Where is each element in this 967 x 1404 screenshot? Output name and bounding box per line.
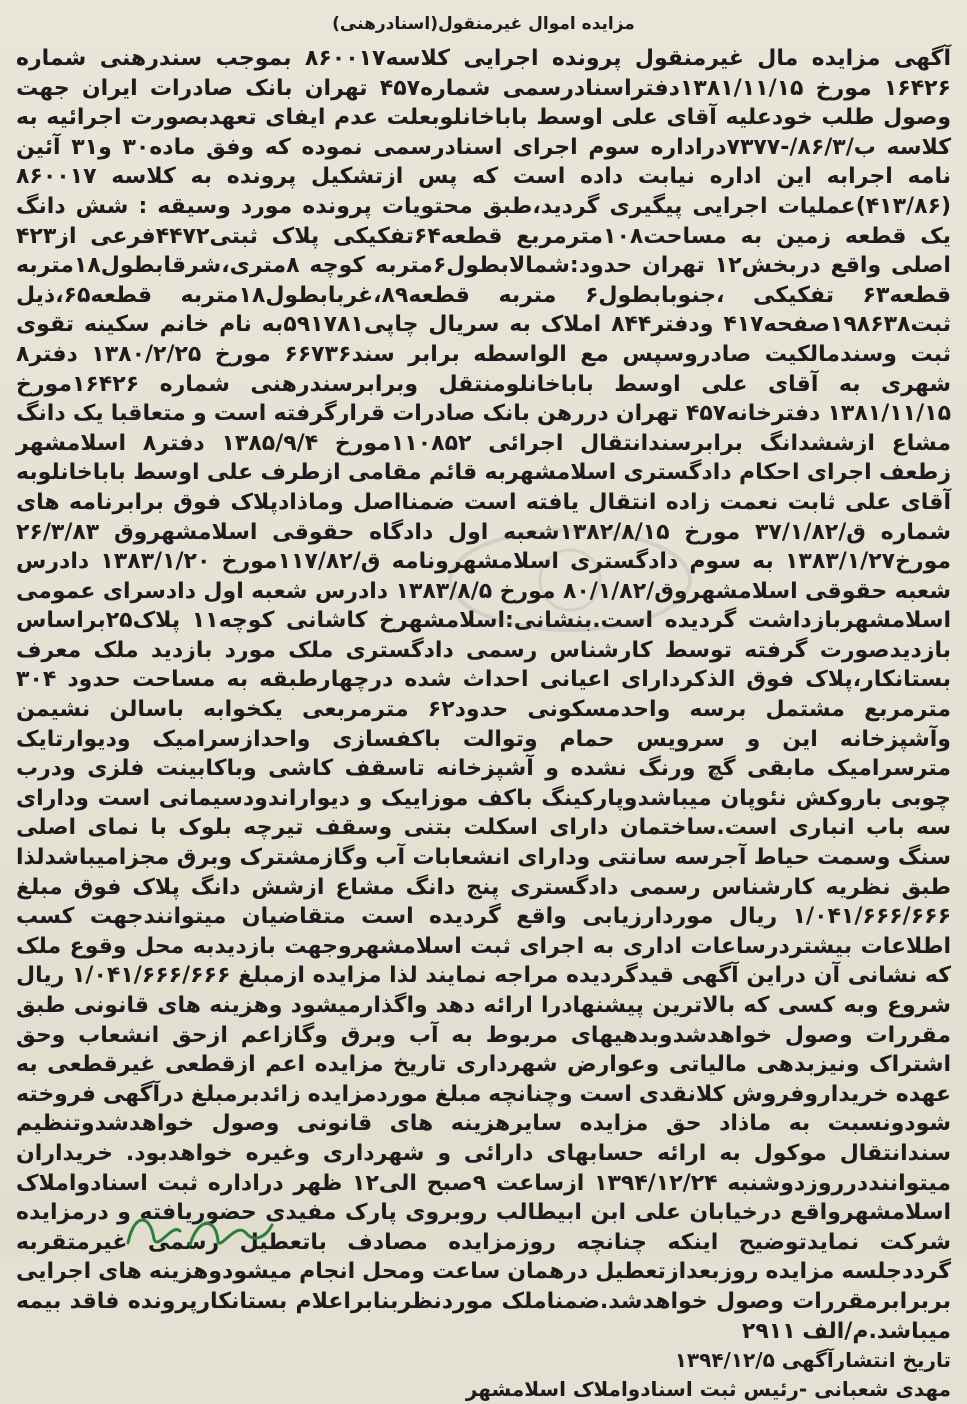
handwritten-mark bbox=[120, 1203, 280, 1255]
signatory: مهدی شعبانی -رئیس ثبت اسنادواملاک اسلامشهر bbox=[465, 1377, 951, 1402]
notice-title: مزایده اموال غیرمنقول(اسنادرهنی) bbox=[332, 14, 635, 34]
notice-body: آگهی مزایده مال غیرمنقول پرونده اجرایی کلاسه۸۶۰۰۱۷ بموجب سندرهنی شماره ۱۶۴۲۶ مورخ ۱۳۸۱/۱۱/۱۵دفتراسنادرسمی شماره۴۵۷ تهران بانک صادرات ایران جهت وصول طلب خودعلیه آقای علی اوسط باباخانلوبعلت عدم ایفای تعهدبصورت اجرائیه به کلاسه ب/۸۶/۳/-۷۳۷۷دراداره سوم اجرای اسنادرسمی نموده که وفق ماده۳۰ و۳۱ آئین نامه اجرابه این اداره نیابت داده است که پس ازتشکیل پرونده به کلاسه ۸۶۰۰۱۷ (۴۱۳/۸۶)عملیات اجرایی پیگیری گردید،طبق محتویات پرونده مورد وسیقه : شش دانگ یک قطعه زمین به مساحت۱۰۸مترمربع قطعه۶۴تفکیکی پلاک ثبتی۴۴۷۲فرعی از۴۲۳ اصلی واقع دربخش۱۲ تهران حدود:شمالابطول۶متربه کوچه ۸متری،شرقابطول۱۸متربه قطعه۶۳ تفکیکی ،جنوبابطول۶ متربه قطعه۸۹،غربابطول۱۸متربه قطعه۶۵،ذیل ثبت۱۹۸۶۳۸صفحه۴۱۷ ودفتر۸۴۴ املاک به سریال چاپی۵۹۱۷۸۱به نام خانم سکینه تقوی ثبت وسندمالکیت صادروسپس مع الواسطه برابر سند۶۶۷۳۶ مورخ ۱۳۸۰/۲/۲۵ دفتر۸ شهری به آقای علی اوسط باباخانلومنتقل وبرابرسندرهنی شماره ۱۶۴۲۶مورخ ۱۳۸۱/۱۱/۱۵ دفترخانه۴۵۷ تهران دررهن بانک صادرات قرارگرفته است و متعاقبا یک دانگ مشاع ازششدانگ برابرسندانتقال اجرائی ۱۱۰۸۵۲مورخ ۱۳۸۵/۹/۴ دفتر۸ اسلامشهر زطعف اجرای احکام دادگستری اسلامشهربه قائم مقامی ازطرف علی اوسط باباخانلوبه آقای علی ثابت نعمت زاده انتقال یافته است ضمنااصل وماذادپلاک فوق برابرنامه های شماره ق/۳۷/۱/۸۲ مورخ ۱۳۸۲/۸/۱۵شعبه اول دادگاه حقوقی اسلامشهروق ۲۶/۳/۸۳ مورخ۱۳۸۳/۱/۲۷ به سوم دادگستری اسلامشهرونامه ق/۱۱۷/۸۲مورخ ۱۳۸۳/۱/۲۰ دادرس شعبه حقوقی اسلامشهروق/۸۰/۱/۸۲ مورخ ۱۳۸۳/۸/۵ دادرس شعبه اول دادسرای عمومی اسلامشهربازداشت گردیده است.بنشانی:اسلامشهرخ کاشانی کوچه۱۱ پلاک۲۵براساس بازدیدصورت گرفته توسط کارشناس رسمی دادگستری ملک مورد بازدید ملک معرف بستانکار،پلاک فوق الذکردارای اعیانی احداث شده درچهارطبقه به مساحت حدود ۳۰۴ مترمربع مشتمل برسه واحدمسکونی حدود۶۲ مترمربعی یکخوابه باسالن نشیمن وآشپزخانه این و سرویس حمام وتوالت باکفسازی واحدازسرامیک ودیوارتایک مترسرامیک مابقی گچ ورنگ نشده و آشپزخانه تاسقف کاشی وباکابینت فلزی ودرب چوبی باروکش نئوپان میباشدوپارکینگ باکف موزاییک و دیواراندودسیمانی است ودارای سه باب انباری است.ساختمان دارای اسکلت بتنی وسقف تیرچه بلوک با نمای اصلی سنگ وسمت حیاط آجرسه سانتی ودارای انشعابات آب وگازمشترک وبرق مجزامیباشدلذا طبق نظریه کارشناس رسمی دادگستری پنج دانگ مشاع ازشش دانگ پلاک فوق مبلغ ۱/۰۴۱/۶۶۶/۶۶۶ ریال موردارزیابی واقع گردیده است متقاضیان میتوانندجهت کسب اطلاعات بیشتردرساعات اداری به اجرای ثبت اسلامشهروجهت بازدیدبه محل وقوع ملک که نشانی آن دراین آگهی قیدگردیده مراجه نمایند لذا مزایده ازمبلغ ۱/۰۴۱/۶۶۶/۶۶۶ ریال شروع وبه کسی که بالاترین پیشنهادرا ارائه دهد واگذارمیشود وهزینه های قانونی طبق مقررات وصول خواهدشدوبدهیهای مربوط به آب وبرق وگازاعم ازحق انشعاب وحق اشتراک ونیزبدهی مالیاتی وعوارض شهرداری تاریخ مزایده اعم ازقطعی غیرقطعی به عهده خریداروفروش کلانقدی است وچنانچه مبلغ موردمزایده زائدبرمبلغ درآگهی فروخته شودونسبت به ماذاد حق مزایده سایرهزینه های قانونی وصول خواهدشدوتنظیم سندانتقال موکول به ارائه حسابهای دارائی و شهرداری وغیره خواهدبود. خریداران میتواننددرروزدوشنبه ۱۳۹۴/۱۲/۲۴ ازساعت ۹صبح الی۱۲ ظهر دراداره ثبت اسنادواملاک اسلامشهرواقع درخیابان علی ابن ابیطالب روبروی پارک مفیدی حضوریافته و درمزایده شرکت نمایدتوضیح اینکه چنانچه روزمزایده مصادف باتعطیل رسمی غیرمتقربه گرددجلسه مزایده روزبعدازتعطیل درهمان ساعت ومحل انجام میشودوهزینه های اجرایی بربرابرمقررات وصول خواهدشد.ضمناملک موردنظربنابراعلام بستانکارپرونده فاقد بیمه میباشد.م/الف ۲۹۱۱ bbox=[16, 46, 952, 1344]
publish-date: تاریخ انتشارآگهی ۱۳۹۴/۱۲/۵ bbox=[674, 1348, 951, 1373]
